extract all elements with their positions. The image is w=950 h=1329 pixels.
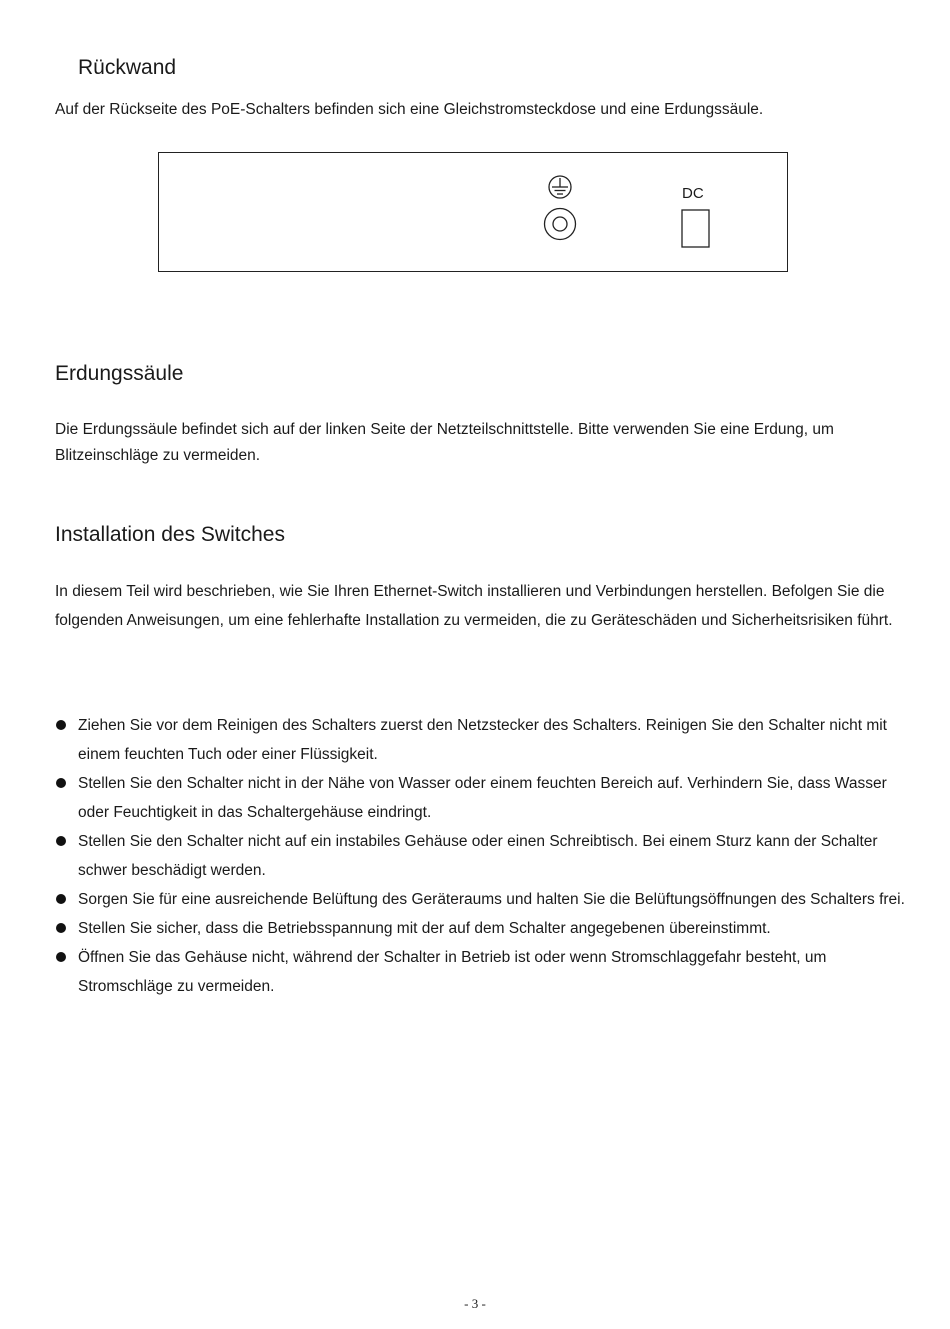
section-title-installation: Installation des Switches [55, 523, 285, 546]
list-item-text: Stellen Sie den Schalter nicht in der Nähe von Wasser oder einem feuchten Bereich auf. Verhindern Sie, dass Wasser oder Feuchtigkeit in das Schaltergehäuse eindringt. [78, 775, 887, 821]
page-number: - 3 - [464, 1296, 486, 1311]
rear-panel-drawing [159, 153, 787, 271]
bullet-icon [56, 720, 66, 730]
list-item-text: Ziehen Sie vor dem Reinigen des Schalters zuerst den Netzstecker des Schalters. Reinigen Sie den Schalter nicht mit einem feuchten Tuch oder einer Flüssigkeit. [78, 717, 887, 763]
dc-power-socket [682, 210, 709, 247]
bullet-icon [56, 923, 66, 933]
list-item-text: Öffnen Sie das Gehäuse nicht, während der Schalter in Betrieb ist oder wenn Stromschlaggefahr besteht, um Stromschläge zu vermeiden. [78, 949, 827, 995]
bullet-icon [56, 952, 66, 962]
list-item [55, 943, 905, 1001]
rueckwand-description: Auf der Rückseite des PoE-Schalters befinden sich eine Gleichstromsteckdose und eine Erdungssäule. [55, 101, 764, 118]
list-item-text: Stellen Sie den Schalter nicht auf ein instabiles Gehäuse oder einen Schreibtisch. Bei einem Sturz kann der Schalter schwer beschädigt werden. [78, 833, 878, 879]
list-item [55, 711, 905, 769]
list-item [55, 827, 905, 885]
section-title-rueckwand: Rückwand [78, 56, 177, 79]
ground-post-icon [545, 209, 576, 240]
bullet-icon [56, 894, 66, 904]
rear-panel-diagram [158, 152, 788, 272]
list-item-text: Stellen Sie sicher, dass die Betriebsspannung mit der auf dem Schalter angegebenen übereinstimmt. [78, 920, 771, 937]
section-title-erdungssaeule: Erdungssäule [55, 362, 184, 385]
installation-description: In diesem Teil wird beschrieben, wie Sie Ihren Ethernet-Switch installieren und Verbindungen herstellen. Befolgen Sie die folgenden Anweisungen, um eine fehlerhafte Installation zu vermeiden, die zu Geräteschäden und Sicherheitsrisiken führt. [55, 583, 893, 629]
ground-symbol-icon [549, 176, 571, 198]
bullet-icon [56, 836, 66, 846]
list-item [55, 914, 905, 943]
list-item [55, 769, 905, 827]
list-item [55, 885, 905, 914]
bullet-icon [56, 778, 66, 788]
erdungssaeule-description: Die Erdungssäule befindet sich auf der linken Seite der Netzteilschnittstelle. Bitte verwenden Sie eine Erdung, um Blitzeinschläge zu vermeiden. [55, 421, 834, 464]
safety-instructions-list [55, 711, 905, 1001]
list-item-text: Sorgen Sie für eine ausreichende Belüftung des Geräteraums und halten Sie die Belüftungsöffnungen des Schalters frei. [78, 891, 905, 908]
dc-label: DC [682, 185, 704, 202]
